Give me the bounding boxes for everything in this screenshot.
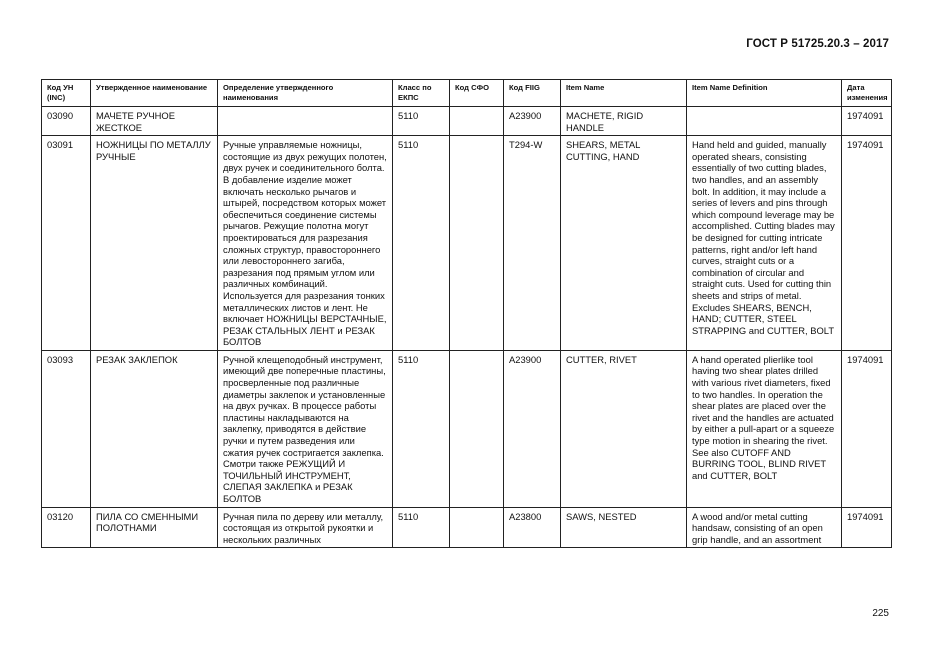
- cell-sfo: [450, 136, 504, 351]
- col-header-item-def: Item Name Definition: [687, 80, 842, 107]
- cell-item-name: SAWS, NESTED: [561, 507, 687, 548]
- cell-item-def: Hand held and guided, manually operated shears, consisting essentially of two cutting blades, two handles, and an assembly bolt. In addition, it may include a series of levers and pins through which compound leverage may be accomplished. Cutting blades may be designed for cutting intricate patterns, right and/or left hand curves, straight cuts or a combination of circular and straight cuts. Used for cutting thin sheets and strips of metal. Excludes SHEARS, BENCH, HAND; CUTTER, STEEL STRAPPING and CUTTER, BOLT: [687, 136, 842, 351]
- col-header-sfo: Код СФО: [450, 80, 504, 107]
- document-header: ГОСТ Р 51725.20.3 – 2017: [746, 38, 889, 50]
- cell-name-ru: НОЖНИЦЫ ПО МЕТАЛЛУ РУЧНЫЕ: [91, 136, 218, 351]
- cell-item-name: CUTTER, RIVET: [561, 350, 687, 507]
- cell-name-ru: ПИЛА СО СМЕННЫМИ ПОЛОТНАМИ: [91, 507, 218, 548]
- col-header-item-name: Item Name: [561, 80, 687, 107]
- cell-inc: 03090: [42, 107, 91, 136]
- cell-item-name: SHEARS, METAL CUTTING, HAND: [561, 136, 687, 351]
- cell-inc: 03091: [42, 136, 91, 351]
- col-header-date: Дата изменения: [842, 80, 892, 107]
- cell-def-ru: [218, 107, 393, 136]
- cell-inc: 03093: [42, 350, 91, 507]
- col-header-def-ru: Определение утвержденного наименования: [218, 80, 393, 107]
- cell-class: 5110: [393, 507, 450, 548]
- cell-fiig: T294-W: [504, 136, 561, 351]
- col-header-class: Класс по ЕКПС: [393, 80, 450, 107]
- cell-class: 5110: [393, 350, 450, 507]
- cell-item-def: [687, 107, 842, 136]
- cell-date: 1974091: [842, 107, 892, 136]
- cell-inc: 03120: [42, 507, 91, 548]
- cell-sfo: [450, 507, 504, 548]
- cell-sfo: [450, 350, 504, 507]
- cell-name-ru: МАЧЕТЕ РУЧНОЕ ЖЕСТКОЕ: [91, 107, 218, 136]
- page-number: 225: [872, 608, 889, 619]
- cell-item-def: A wood and/or metal cutting handsaw, consisting of an open grip handle, and an assortment: [687, 507, 842, 548]
- cell-sfo: [450, 107, 504, 136]
- cell-item-def: A hand operated plierlike tool having two shear plates drilled with various rivet diameters, fixed to two handles. In operation the shear plates are placed over the rivet and the handles are actuated by either a pull-apart or a squeeze type motion in shearing the rivet. See also CUTOFF AND BURRING TOOL, BLIND RIVET and CUTTER, BOLT: [687, 350, 842, 507]
- cell-name-ru: РЕЗАК ЗАКЛЕПОК: [91, 350, 218, 507]
- cell-class: 5110: [393, 136, 450, 351]
- table-row: [42, 136, 892, 351]
- table-row: [42, 107, 892, 136]
- cell-item-name: MACHETE, RIGID HANDLE: [561, 107, 687, 136]
- cell-fiig: A23900: [504, 107, 561, 136]
- cell-def-ru: Ручные управляемые ножницы, состоящие из двух режущих полотен, двух ручек и соединительного болта. В добавление изделие может включать несколько рычагов и штырей, посредством которых может обеспечиться соединение системы рычагов. Режущие полотна могут проектироваться для разрезания сложных структур, правостороннего или левостороннего загиба, разрезания под прямым углом или различных комбинаций. Используется для разрезания тонких металлических листов и лент. Не включает НОЖНИЦЫ ВЕРСТАЧНЫЕ, РЕЗАК СТАЛЬНЫХ ЛЕНТ и РЕЗАК БОЛТОВ: [218, 136, 393, 351]
- table-row: [42, 350, 892, 507]
- cell-def-ru: Ручная пила по дереву или металлу, состоящая из открытой рукоятки и нескольких различных: [218, 507, 393, 548]
- cell-date: 1974091: [842, 350, 892, 507]
- cell-fiig: A23800: [504, 507, 561, 548]
- cell-fiig: A23900: [504, 350, 561, 507]
- table-row: [42, 507, 892, 548]
- cell-date: 1974091: [842, 507, 892, 548]
- cell-class: 5110: [393, 107, 450, 136]
- cell-def-ru: Ручной клещеподобный инструмент, имеющий две поперечные пластины, просверленные под различные диаметры заклепок и установленные на двух ручках. В процессе работы пластины накладываются на заклепку, приводятся в действие ручки и путем разведения или сжатия ручек состригается заклепка. Смотри также РЕЖУЩИЙ И ТОЧИЛЬНЫЙ ИНСТРУМЕНТ, СЛЕПАЯ ЗАКЛЕПКА и РЕЗАК БОЛТОВ: [218, 350, 393, 507]
- catalog-table: [41, 79, 892, 548]
- table-header-row: [42, 80, 892, 107]
- col-header-fiig: Код FIIG: [504, 80, 561, 107]
- cell-date: 1974091: [842, 136, 892, 351]
- col-header-inc: Код УН (INC): [42, 80, 91, 107]
- col-header-name-ru: Утвержденное наименование: [91, 80, 218, 107]
